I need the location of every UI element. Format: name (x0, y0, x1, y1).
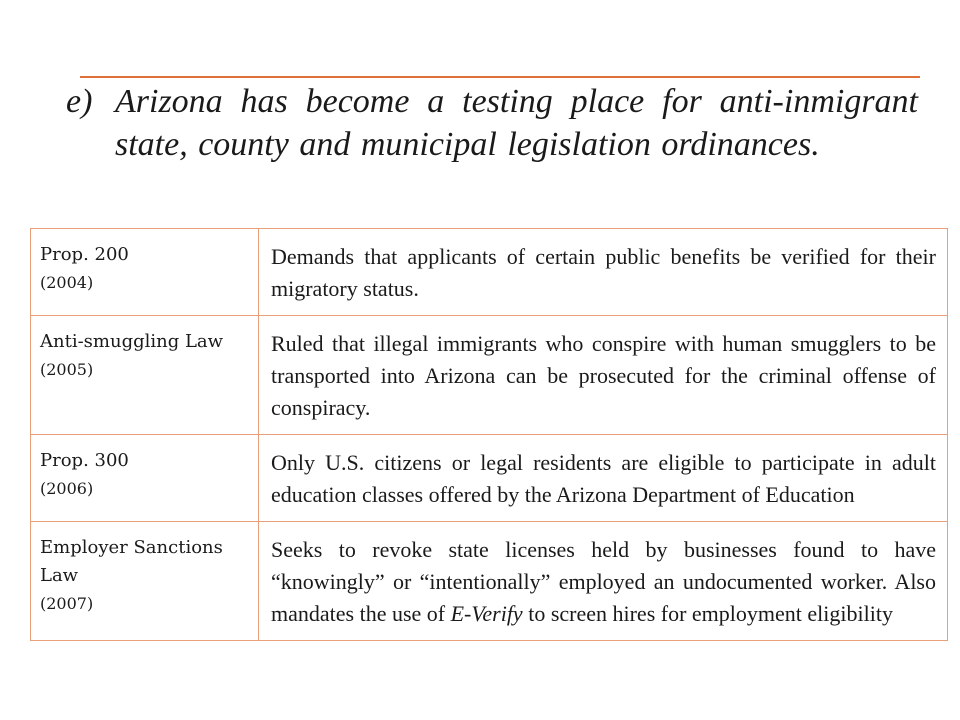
law-description-main: Seeks to revoke state licenses held by businesses found to have “knowingly” or “intentionally” employed an undocumented worker. Also mandates the use of (271, 537, 936, 626)
law-cell (31, 522, 259, 641)
law-description: Demands that applicants of certain public benefits be verified for their migratory status. (259, 229, 948, 316)
law-name: Anti-smuggling Law (40, 331, 224, 352)
top-divider-line (80, 76, 920, 78)
law-cell (31, 229, 259, 316)
table-row (31, 316, 948, 435)
law-description (259, 522, 948, 641)
law-year: (2004) (40, 273, 94, 292)
law-description: Ruled that illegal immigrants who conspire with human smugglers to be transported into Arizona can be prosecuted for the criminal offense of conspiracy. (259, 316, 948, 435)
law-cell (31, 435, 259, 522)
heading-text: Arizona has become a testing place for anti-inmigrant state, county and municipal legislation ordinances. (115, 83, 918, 163)
law-year: (2006) (40, 479, 94, 498)
law-year: (2007) (40, 594, 94, 613)
law-name: Employer Sanctions Law (40, 537, 223, 586)
table-row (31, 229, 948, 316)
law-cell (31, 316, 259, 435)
law-name: Prop. 300 (40, 450, 129, 471)
law-description-tail: to screen hires for employment eligibility (528, 601, 893, 626)
heading-list-marker: e) (66, 83, 93, 120)
law-name: Prop. 200 (40, 244, 129, 265)
slide-heading (66, 80, 918, 166)
e-verify-term: E-Verify (450, 601, 523, 626)
law-year: (2005) (40, 360, 94, 379)
table-row (31, 435, 948, 522)
law-description: Only U.S. citizens or legal residents are eligible to participate in adult education classes offered by the Arizona Department of Education (259, 435, 948, 522)
legislation-table (30, 228, 948, 641)
table-row (31, 522, 948, 641)
